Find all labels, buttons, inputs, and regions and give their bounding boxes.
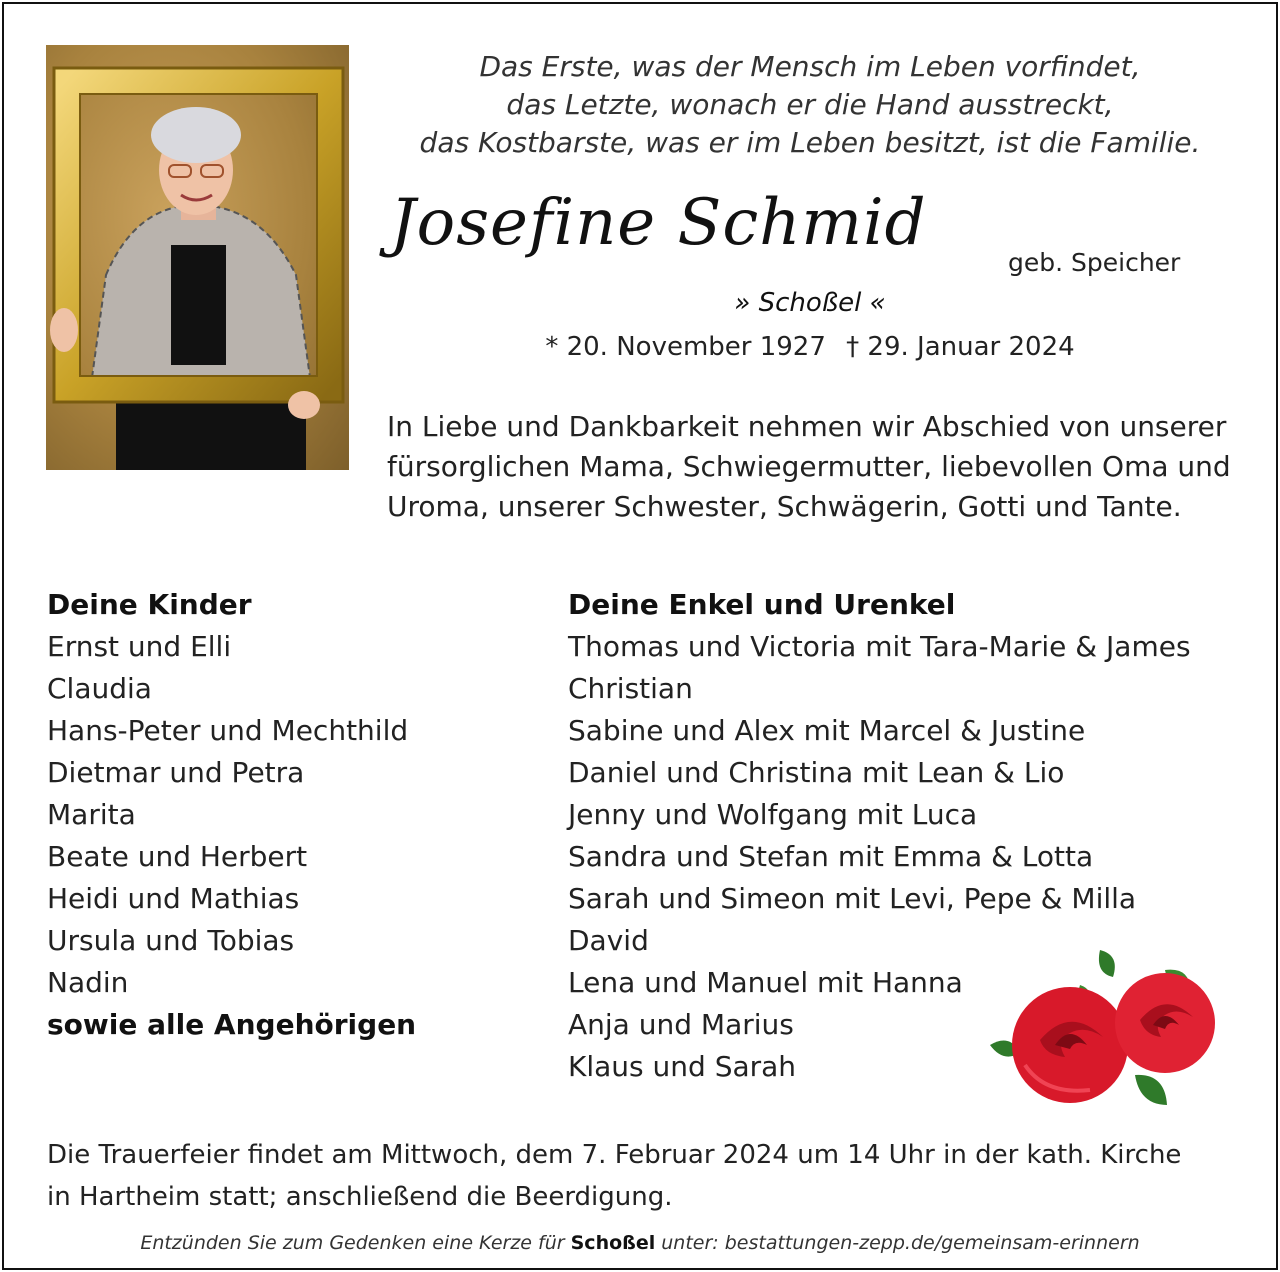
- list-item: Heidi und Mathias: [47, 882, 300, 915]
- quote-line: das Letzte, wonach er die Hand ausstreckt,: [506, 88, 1114, 121]
- list-item: Sabine und Alex mit Marcel & Justine: [568, 714, 1086, 747]
- nickname: » Schoßel «: [734, 288, 886, 318]
- maiden-name: geb. Speicher: [1008, 248, 1181, 277]
- farewell-line: In Liebe und Dankbarkeit nehmen wir Abschied von unserer: [387, 410, 1227, 443]
- opening-quote: [400, 48, 1220, 162]
- list-item: Dietmar und Petra: [47, 756, 305, 789]
- candle-footer: [0, 1232, 1280, 1254]
- life-dates: [500, 332, 1120, 362]
- list-item: David: [568, 924, 649, 957]
- list-item: Daniel und Christina mit Lean & Lio: [568, 756, 1065, 789]
- list-item: Beate und Herbert: [47, 840, 308, 873]
- list-item: Klaus und Sarah: [568, 1050, 797, 1083]
- list-item: Ernst und Elli: [47, 630, 232, 663]
- rose-icon: [1012, 987, 1128, 1103]
- list-item: Sarah und Simeon mit Levi, Pepe & Milla: [568, 882, 1137, 915]
- list-item: Lena und Manuel mit Hanna: [568, 966, 963, 999]
- grandchildren-heading: Deine Enkel und Urenkel: [568, 588, 956, 621]
- relatives-closing: sowie alle Angehörigen: [47, 1008, 417, 1041]
- rose-icon: [1115, 973, 1215, 1073]
- footer-prefix: Entzünden Sie zum Gedenken eine Kerze für: [140, 1232, 565, 1254]
- children-list: [47, 584, 517, 1046]
- ceremony-line: Die Trauerfeier findet am Mittwoch, dem 7. Februar 2024 um 14 Uhr in der kath. Kirche: [47, 1140, 1182, 1170]
- footer-link[interactable]: unter: bestattungen-zepp.de/gemeinsam-erinnern: [661, 1232, 1140, 1254]
- children-heading: Deine Kinder: [47, 588, 252, 621]
- list-item: Nadin: [47, 966, 129, 999]
- farewell-line: fürsorglichen Mama, Schwiegermutter, liebevollen Oma und: [387, 450, 1231, 483]
- farewell-text: [387, 407, 1237, 527]
- list-item: Marita: [47, 798, 136, 831]
- ceremony-info: [47, 1134, 1247, 1218]
- list-item: Christian: [568, 672, 693, 705]
- portrait-photo: [46, 45, 349, 470]
- farewell-line: Uroma, unserer Schwester, Schwägerin, Gotti und Tante.: [387, 490, 1182, 523]
- quote-line: Das Erste, was der Mensch im Leben vorfindet,: [479, 50, 1141, 83]
- list-item: Thomas und Victoria mit Tara-Marie & James: [568, 630, 1191, 663]
- list-item: Claudia: [47, 672, 152, 705]
- portrait-illustration: [46, 45, 349, 470]
- list-item: Sandra und Stefan mit Emma & Lotta: [568, 840, 1094, 873]
- deceased-name: Josefine Schmid: [390, 186, 927, 260]
- roses-illustration: [985, 945, 1230, 1120]
- death-date: † 29. Januar 2024: [846, 332, 1075, 362]
- footer-name: Schoßel: [570, 1232, 656, 1254]
- list-item: Anja und Marius: [568, 1008, 794, 1041]
- birth-date: * 20. November 1927: [545, 332, 826, 362]
- ceremony-line: in Hartheim statt; anschließend die Beerdigung.: [47, 1182, 673, 1212]
- list-item: Jenny und Wolfgang mit Luca: [568, 798, 978, 831]
- quote-line: das Kostbarste, was er im Leben besitzt, ist die Familie.: [419, 126, 1201, 159]
- list-item: Ursula und Tobias: [47, 924, 295, 957]
- list-item: Hans-Peter und Mechthild: [47, 714, 409, 747]
